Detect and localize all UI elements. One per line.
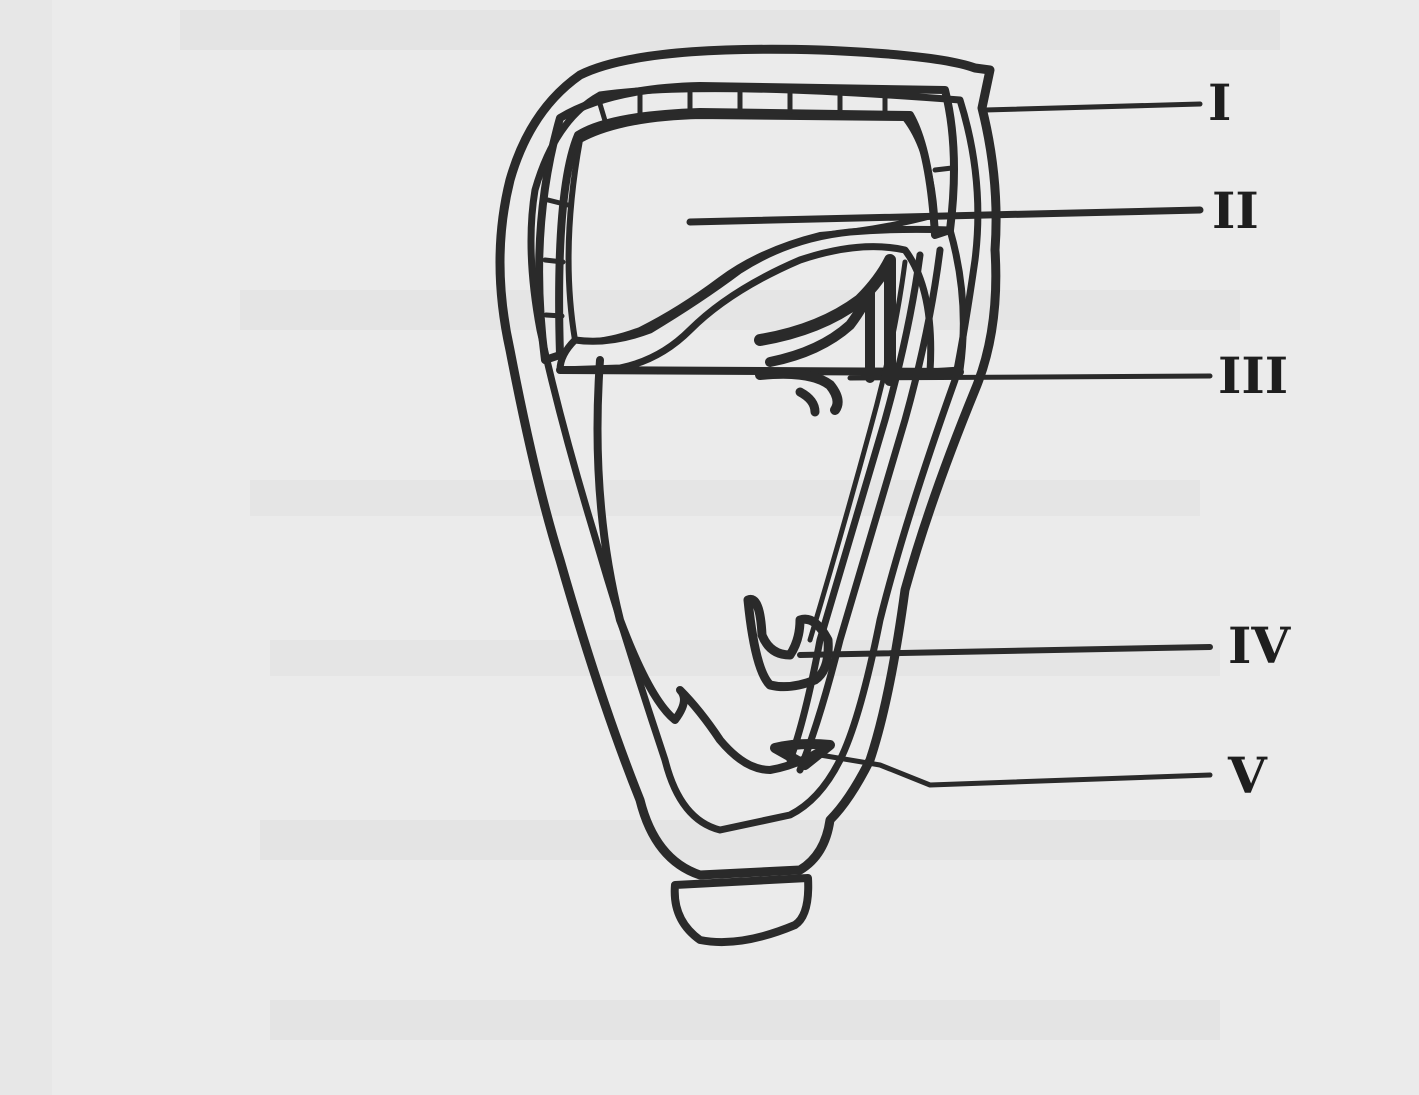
- plumule: [760, 260, 890, 412]
- label-II: II: [1212, 181, 1259, 240]
- label-V: V: [1228, 746, 1267, 805]
- leader-line-I: [985, 104, 1200, 110]
- leader-line-II: [690, 210, 1200, 222]
- label-I: I: [1208, 73, 1232, 132]
- leader-line-V: [820, 755, 1210, 785]
- label-IV: IV: [1228, 616, 1291, 675]
- coleorhiza: [598, 360, 831, 770]
- leader-line-III: [850, 376, 1210, 378]
- tip-cap: [675, 878, 809, 942]
- label-III: III: [1218, 346, 1289, 405]
